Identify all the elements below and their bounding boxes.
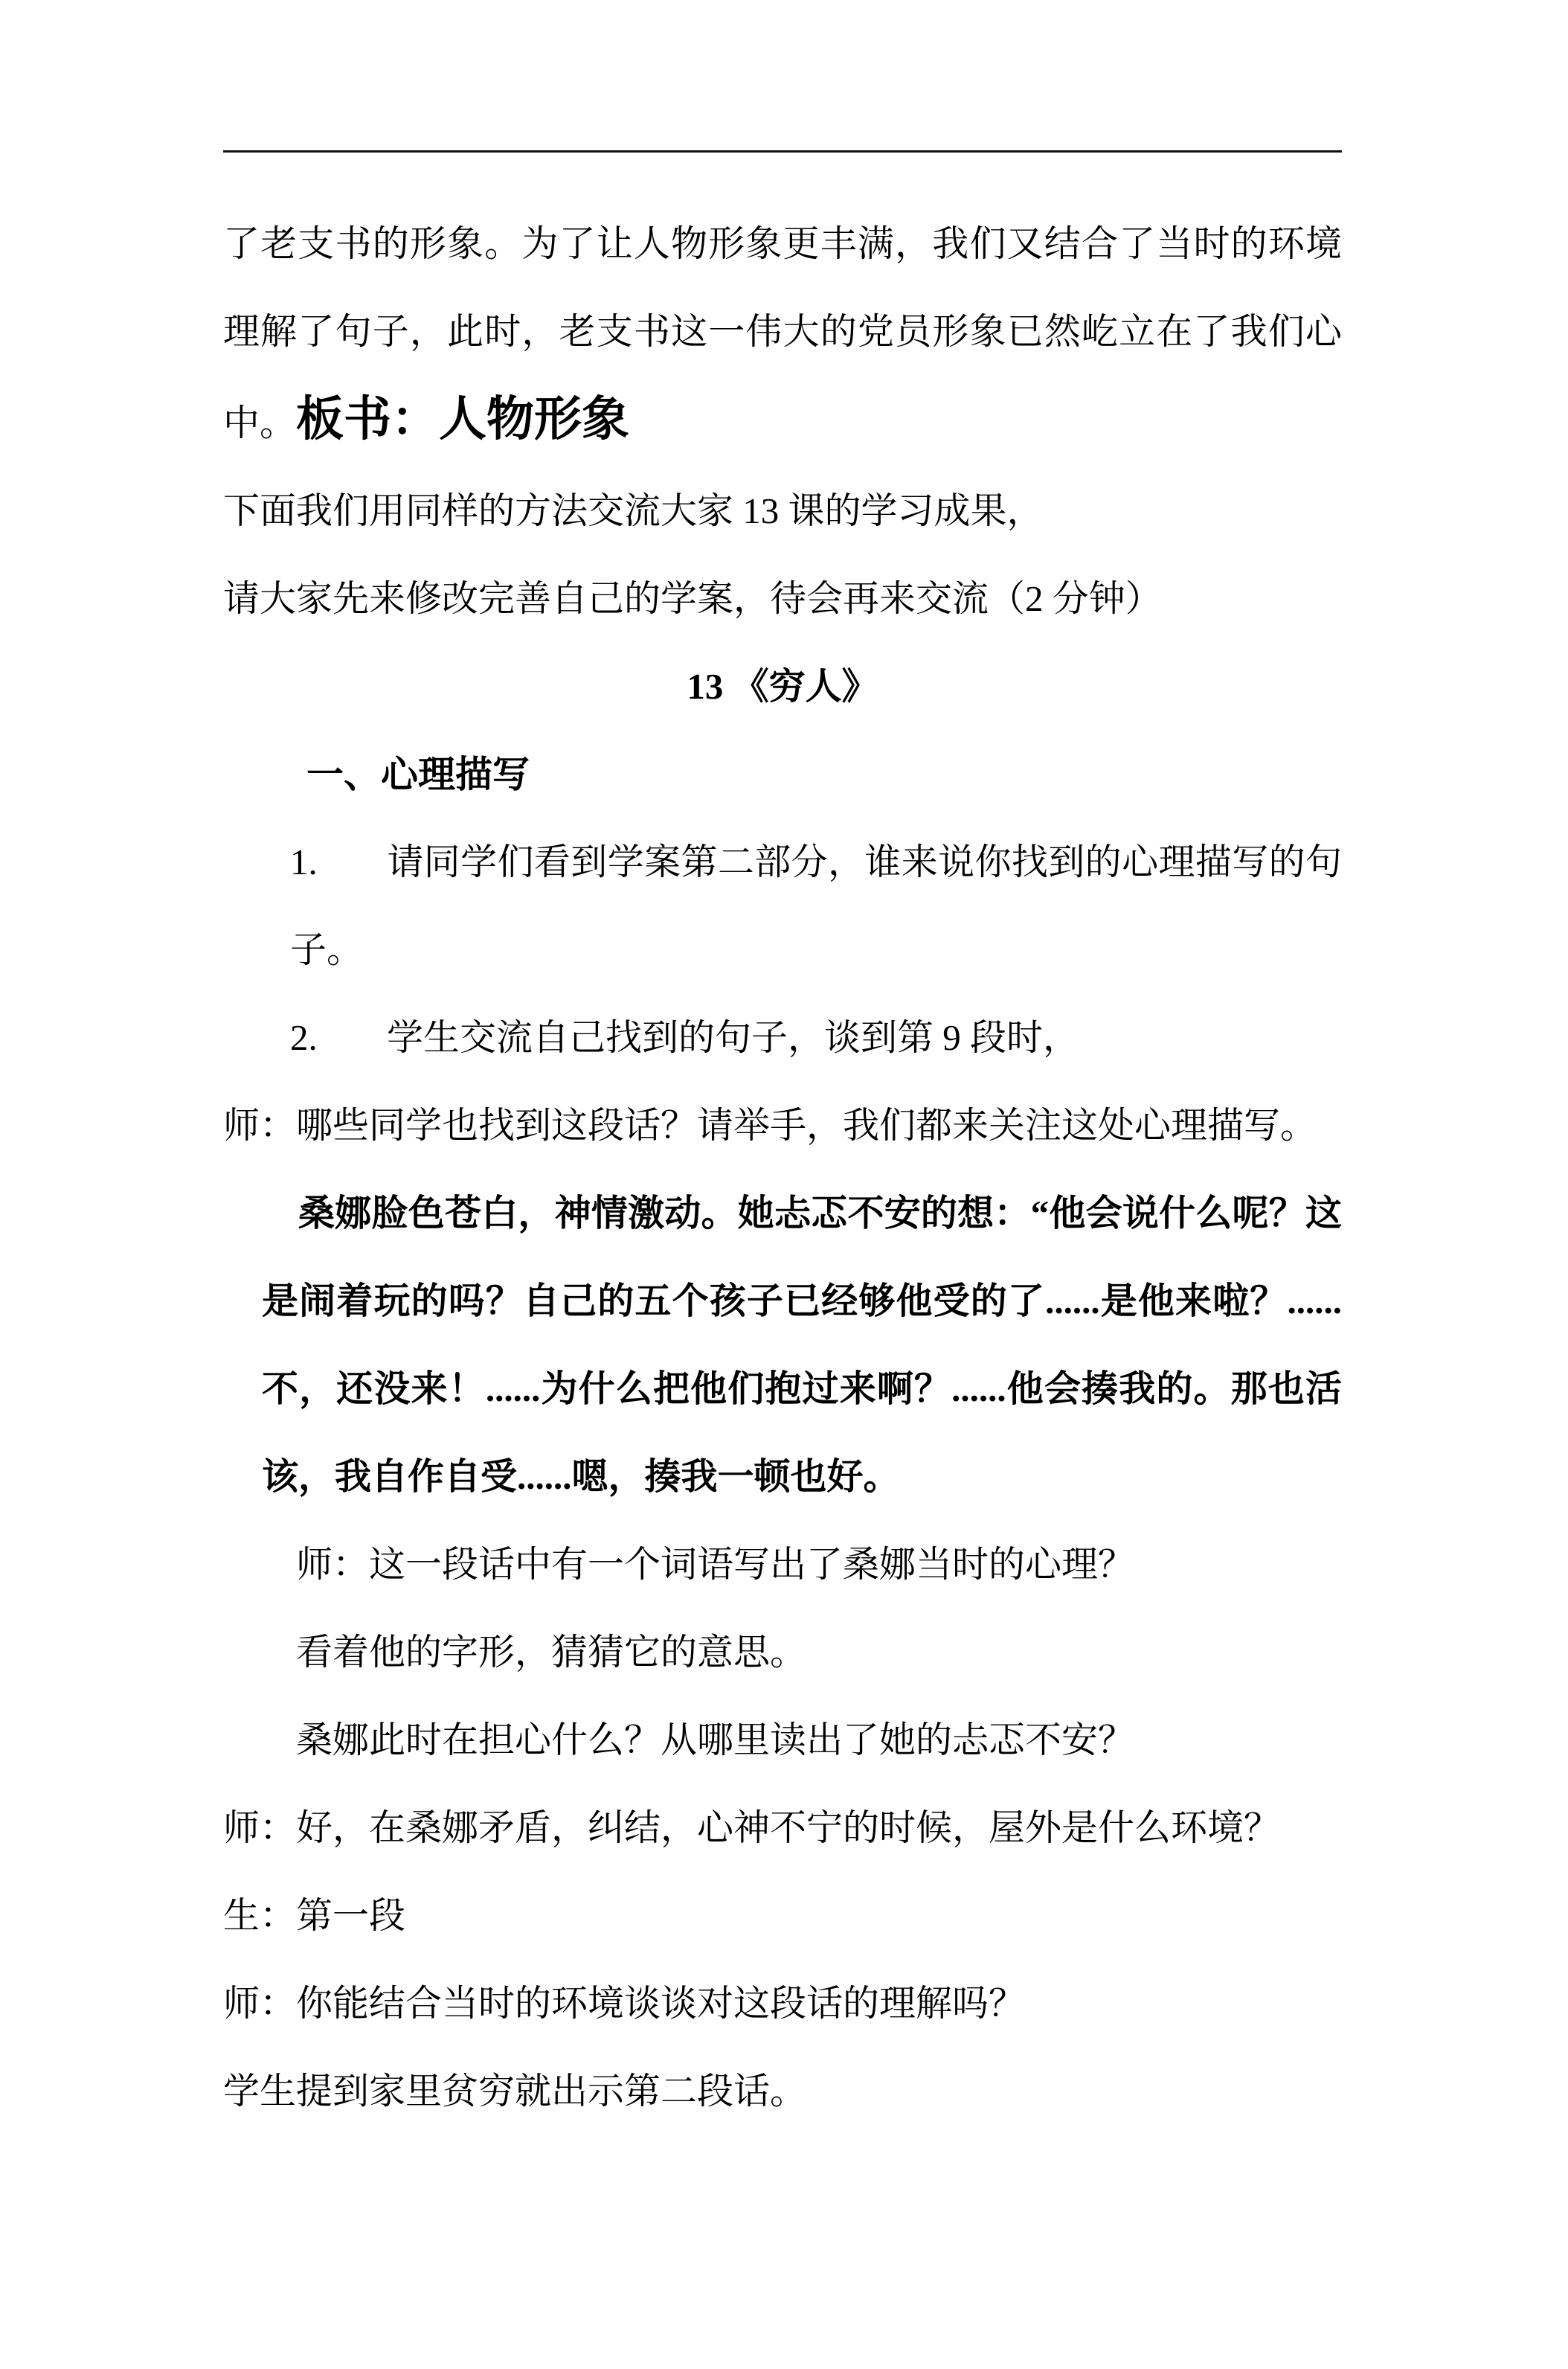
paragraph-transition-2: 请大家先来修改完善自己的学案，待会再来交流（2 分钟） xyxy=(223,578,1162,619)
paragraph-intro xyxy=(223,200,1342,467)
list-item-1-number: 1. xyxy=(290,842,318,882)
banshu-highlight: 板书：人物形象 xyxy=(296,393,630,446)
list-item-1 xyxy=(290,818,1342,994)
teacher-question-3: 桑娜此时在担心什么？从哪里读出了她的忐忑不安？ xyxy=(296,1719,1135,1760)
list-item-2-number: 2. xyxy=(290,1017,318,1058)
teacher-line-1: 师：哪些同学也找到这段话？请举手，我们都来关注这处心理描写。 xyxy=(223,1105,1317,1146)
quote-passage: 桑娜脸色苍白，神情激动。她忐忑不安的想：“他会说什么呢？这是闹着玩的吗？自己的五个孩子已经够他受的了......是他来啦？......不，还没来！......为什么把他们抱过来啊？......他会揍我的。那也活该，我自作自受......嗯，揍我一顿也好。 xyxy=(262,1193,1342,1497)
list-item-1-text: 请同学们看到学案第二部分，谁来说你找到的心理描写的句子。 xyxy=(290,842,1342,970)
teacher-line-2: 师：好，在桑娜矛盾，纠结，心神不宁的时候，屋外是什么环境？ xyxy=(223,1807,1281,1848)
section-heading: 一、心理描写 xyxy=(306,754,530,795)
lesson-title: 13 《穷人》 xyxy=(687,666,878,707)
list-item-2-text: 学生交流自己找到的句子，谈到第 9 段时， xyxy=(387,1017,1080,1058)
document-page xyxy=(0,150,1568,2369)
teacher-line-3: 师：你能结合当时的环境谈谈对这段话的理解吗？ xyxy=(223,1983,1026,2024)
student-line-1: 生：第一段 xyxy=(223,1895,406,1936)
student-line-2: 学生提到家里贫穷就出示第二段话。 xyxy=(223,2071,807,2112)
teacher-question-2: 看着他的字形，猜猜它的意思。 xyxy=(296,1632,807,1673)
paragraph-transition-1: 下面我们用同样的方法交流大家 13 课的学习成果， xyxy=(223,490,1044,531)
intro-text: 了老支书的形象。为了让人物形象更丰满，我们又结合了当时的环境理解了句子，此时，老支书这一伟大的党员形象已然屹立在了我们心中。 xyxy=(223,223,1342,443)
list-item-2 xyxy=(290,994,1342,1082)
teacher-question-1: 师：这一段话中有一个词语写出了桑娜当时的心理？ xyxy=(296,1544,1135,1585)
header-separator-line xyxy=(223,150,1342,153)
